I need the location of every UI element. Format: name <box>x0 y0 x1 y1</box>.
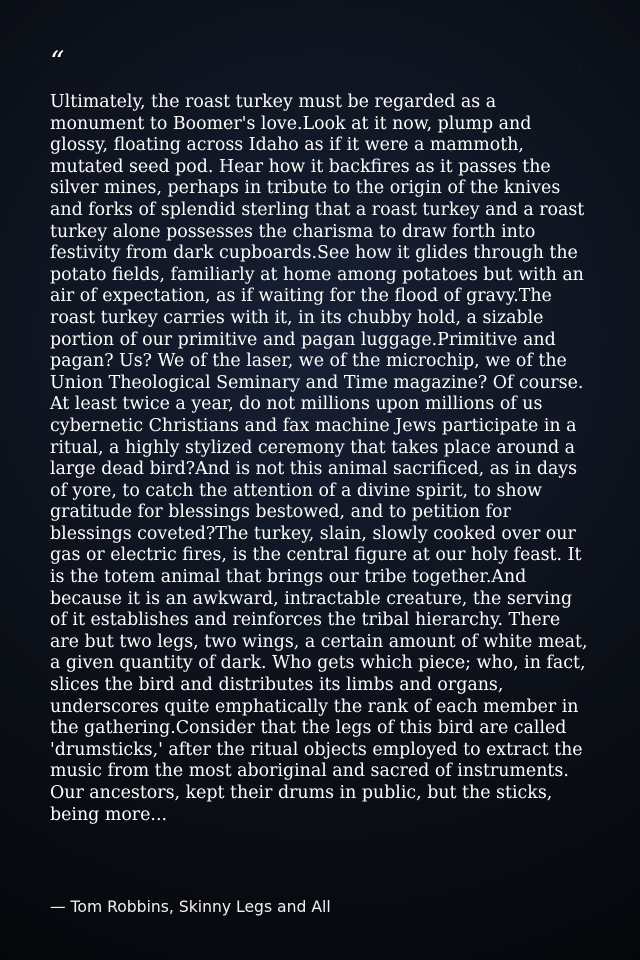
quote-attribution: — Tom Robbins, Skinny Legs and All <box>50 898 331 916</box>
opening-quote-mark: “ <box>50 45 64 78</box>
quote-text: Ultimately, the roast turkey must be regarded as a monument to Boomer's love.Look at it now, plump and glossy, floating across Idaho as if it were a mammoth, mutated seed pod. Hear how it backfires as it passes the silver mines, perhaps in tribute to the origin of the knives and forks of splendid sterling that a roast turkey and a roast turkey alone possesses the charisma to draw forth into festivity from dark cupboards.See how it glides through the potato fields, familiarly at home among potatoes but with an air of expectation, as if waiting for the flood of gravy.The roast turkey carries with it, in its chubby hold, a sizable portion of our primitive and pagan luggage.Primitive and pagan? Us? We of the laser, we of the microchip, we of the Union Theological Seminary and Time magazine? Of course. At least twice a year, do not millions upon millions of us cybernetic Christians and fax machine Jews participate in a ritual, a highly stylized ceremony that takes place around a large dead bird?And is not this animal sacrificed, as in days of yore, to catch the attention of a divine spirit, to show gratitude for blessings bestowed, and to petition for blessings coveted?The turkey, slain, slowly cooked over our gas or electric fires, is the central figure at our holy feast. It is the totem animal that brings our tribe together.And because it is an awkward, intractable creature, the serving of it establishes and reinforces the tribal hierarchy. There are but two legs, two wings, a certain amount of white meat, a given quantity of dark. Who gets which piece; who, in fact, slices the bird and distributes its limbs and organs, underscores quite emphatically the rank of each member in the gathering.Consider that the legs of this bird are called 'drumsticks,' after the ritual objects employed to extract the music from the most aboriginal and sacred of instruments. Our ancestors, kept their drums in public, but the sticks, being more... <box>50 92 588 825</box>
